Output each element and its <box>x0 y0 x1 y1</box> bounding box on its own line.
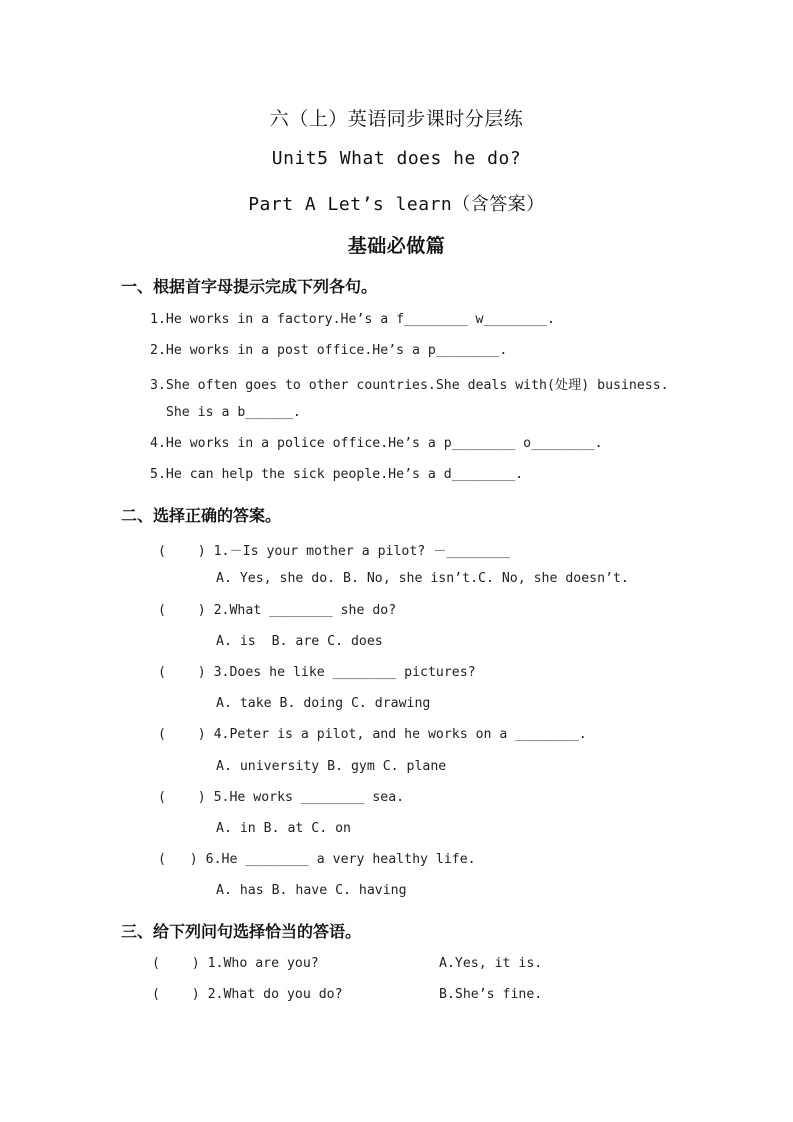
fill-blank-item: 1.He works in a factory.He’s a f________ w________. <box>150 312 555 327</box>
unit-title: Unit5 What does he do? <box>271 148 522 169</box>
fill-blank-item-continuation: She is a b______. <box>150 405 301 420</box>
fill-blank-item: 2.He works in a post office.He’s a p________. <box>150 343 508 358</box>
choice-question: ( ) 4.Peter is a pilot, and he works on a ________. <box>158 727 587 742</box>
choice-question: ( ) 6.He ________ a very healthy life. <box>158 852 476 867</box>
section-3-heading: 三、给下列问句选择恰当的答语。 <box>121 922 362 941</box>
fill-blank-item: 3.She often goes to other countries.She deals with(处理) business. <box>150 378 669 393</box>
match-answer: B.She’s fine. <box>439 987 543 1002</box>
level-title: 基础必做篇 <box>347 235 446 257</box>
choice-options: A. university B. gym C. plane <box>216 759 447 774</box>
choice-options: A. has B. have C. having <box>216 883 407 898</box>
worksheet-title: 六（上）英语同步课时分层练 <box>269 108 524 130</box>
section-1-heading: 一、根据首字母提示完成下列各句。 <box>121 277 378 296</box>
choice-question: ( ) 2.What ________ she do? <box>158 603 397 618</box>
choice-question: ( ) 5.He works ________ sea. <box>158 790 405 805</box>
choice-options: A. Yes, she do. B. No, she isn’t.C. No, she doesn’t. <box>216 571 629 586</box>
choice-question: ( ) 1.－Is your mother a pilot? －________ <box>158 544 510 559</box>
choice-question: ( ) 3.Does he like ________ pictures? <box>158 665 476 680</box>
choice-options: A. is B. are C. does <box>216 634 383 649</box>
fill-blank-item: 5.He can help the sick people.He’s a d________. <box>150 467 524 482</box>
match-question: ( ) 1.Who are you? <box>152 956 319 971</box>
part-title: Part A Let’s learn（含答案） <box>248 194 545 215</box>
section-2-heading: 二、选择正确的答案。 <box>121 506 282 525</box>
fill-blank-item: 4.He works in a police office.He’s a p________ o________. <box>150 436 603 451</box>
choice-options: A. take B. doing C. drawing <box>216 696 431 711</box>
choice-options: A. in B. at C. on <box>216 821 351 836</box>
match-question: ( ) 2.What do you do? <box>152 987 343 1002</box>
match-answer: A.Yes, it is. <box>439 956 543 971</box>
